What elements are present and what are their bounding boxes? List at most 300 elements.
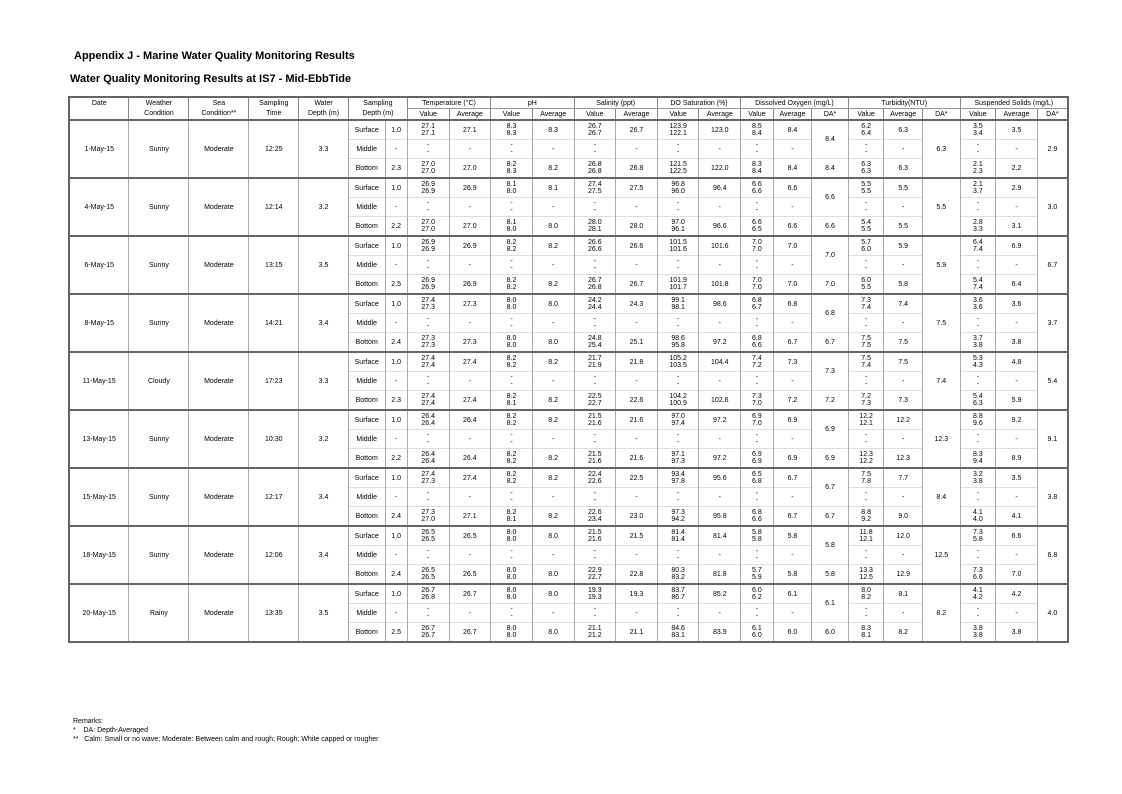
suspended-solids-da: 2.9 <box>1037 120 1068 178</box>
ph-value-reading: 8.1 <box>506 516 517 523</box>
temperature-value-reading: 26.5 <box>421 574 435 581</box>
turbidity-value <box>848 526 884 546</box>
salinity-value-reading: 23.4 <box>588 516 602 523</box>
temperature-value <box>407 546 449 565</box>
suspended-solids-value-reading: 7.3 <box>973 529 983 536</box>
turbidity-value-reading: 7.4 <box>861 304 871 311</box>
do-saturation-value-reading: - <box>676 265 680 272</box>
sampling-time-cell: 17:23 <box>249 352 299 410</box>
water-depth-cell: 3.4 <box>299 526 349 584</box>
temperature-value-reading: 27.4 <box>421 362 435 369</box>
table-row <box>69 526 1068 546</box>
suspended-solids-value-reading: - <box>976 381 980 388</box>
turbidity-value <box>848 120 884 140</box>
dissolved-oxygen-average: - <box>773 140 812 159</box>
turbidity-average: 12.9 <box>884 565 923 585</box>
dissolved-oxygen-value <box>741 372 774 391</box>
temperature-value-reading: 26.5 <box>421 529 435 536</box>
ph-average: 8.0 <box>532 565 574 585</box>
ph-value <box>491 120 533 140</box>
do-saturation-value <box>657 546 699 565</box>
salinity-value-reading: 19.3 <box>588 587 602 594</box>
salinity-average: 23.0 <box>616 507 658 527</box>
remarks-line: ** Calm: Small or no wave; Moderate: Between calm and rough; Rough: White capped or rougher <box>73 736 379 743</box>
do-saturation-value-reading: 83.1 <box>671 632 685 639</box>
sampling-depth-cell: - <box>385 256 407 275</box>
level-name-cell: Middle <box>348 372 385 391</box>
turbidity-value-reading: 6.0 <box>861 246 871 253</box>
do-saturation-value-reading: - <box>676 381 680 388</box>
ph-value-reading: - <box>510 439 513 446</box>
dissolved-oxygen-value <box>741 546 774 565</box>
sampling-time-cell: 13:15 <box>249 236 299 294</box>
dissolved-oxygen-value-reading: - <box>755 490 759 497</box>
level-name-cell: Surface <box>348 526 385 546</box>
salinity-value-reading: 21.2 <box>588 632 602 639</box>
ph-value-reading: - <box>510 142 513 149</box>
temperature-value <box>407 565 449 585</box>
ph-value <box>491 140 533 159</box>
salinity-value <box>574 488 616 507</box>
salinity-average: 21.5 <box>616 526 658 546</box>
salinity-value <box>574 391 616 411</box>
sampling-depth-cell: - <box>385 546 407 565</box>
level-name-cell: Middle <box>348 256 385 275</box>
suspended-solids-value <box>960 526 996 546</box>
suspended-solids-average: - <box>996 604 1038 623</box>
ph-average: 8.0 <box>532 217 574 237</box>
temperature-value <box>407 236 449 256</box>
level-name-cell: Middle <box>348 488 385 507</box>
ph-average: - <box>532 546 574 565</box>
subheader-da: DA* <box>812 109 849 121</box>
ph-value <box>491 352 533 372</box>
salinity-value-reading: 27.5 <box>588 188 602 195</box>
subheader-average: Average <box>773 109 812 121</box>
turbidity-average: 7.7 <box>884 468 923 488</box>
suspended-solids-average: 3.5 <box>996 120 1038 140</box>
dissolved-oxygen-value <box>741 565 774 585</box>
level-name-cell: Bottom <box>348 507 385 527</box>
salinity-value-reading: 21.6 <box>588 458 602 465</box>
ph-value-reading: 8.2 <box>506 451 517 458</box>
turbidity-value-reading: 12.1 <box>859 420 873 427</box>
do-saturation-value-reading: - <box>676 497 680 504</box>
temperature-average: 26.9 <box>449 236 491 256</box>
ph-value <box>491 526 533 546</box>
dissolved-oxygen-value-reading: 7.0 <box>752 246 762 253</box>
do-saturation-value <box>657 120 699 140</box>
turbidity-value-reading: 5.4 <box>861 219 871 226</box>
turbidity-value <box>848 198 884 217</box>
dissolved-oxygen-value-reading: 5.7 <box>752 567 762 574</box>
ph-value-reading: 8.3 <box>506 123 517 130</box>
do-saturation-value-reading: 84.6 <box>671 625 685 632</box>
sea-condition-cell: Moderate <box>189 236 249 294</box>
ph-value-reading: 8.0 <box>506 567 517 574</box>
do-saturation-average: - <box>699 372 741 391</box>
salinity-average: 21.8 <box>616 352 658 372</box>
dissolved-oxygen-value <box>741 275 774 295</box>
turbidity-value <box>848 623 884 643</box>
suspended-solids-value-reading: 3.8 <box>973 342 983 349</box>
dissolved-oxygen-value-reading: 5.9 <box>752 574 762 581</box>
salinity-average: 21.6 <box>616 449 658 469</box>
sampling-depth-cell: - <box>385 372 407 391</box>
dissolved-oxygen-average: 7.0 <box>773 236 812 256</box>
temperature-average: 26.9 <box>449 178 491 198</box>
date-cell: 13-May-15 <box>69 410 129 468</box>
ph-value-reading: 8.2 <box>506 362 517 369</box>
turbidity-value-reading: - <box>864 613 868 620</box>
dissolved-oxygen-value-reading: 7.0 <box>752 400 762 407</box>
ph-value-reading: 8.0 <box>506 335 517 342</box>
do-saturation-average: 101.8 <box>699 275 741 295</box>
sea-condition-cell: Moderate <box>189 178 249 236</box>
suspended-solids-value-reading: - <box>976 432 980 439</box>
turbidity-value-reading: 8.3 <box>861 625 871 632</box>
do-saturation-value <box>657 217 699 237</box>
col-salinity: Salinity (ppt) <box>574 97 657 109</box>
dissolved-oxygen-average: - <box>773 198 812 217</box>
suspended-solids-average: - <box>996 546 1038 565</box>
salinity-value-reading: 24.8 <box>588 335 602 342</box>
suspended-solids-value-reading: 3.6 <box>973 297 983 304</box>
sampling-time-cell: 12:17 <box>249 468 299 526</box>
temperature-average: - <box>449 256 491 275</box>
sea-condition-cell: Moderate <box>189 468 249 526</box>
turbidity-value-reading: - <box>864 142 868 149</box>
dissolved-oxygen-average: 6.0 <box>773 623 812 643</box>
turbidity-average: 7.3 <box>884 391 923 411</box>
appendix-title: Appendix J - Marine Water Quality Monitoring Results <box>74 50 355 62</box>
ph-value-reading: - <box>510 265 513 272</box>
dissolved-oxygen-value-reading: 6.8 <box>752 297 762 304</box>
dissolved-oxygen-da: 8.4 <box>812 120 849 159</box>
ph-value-reading: 8.0 <box>506 574 517 581</box>
temperature-value-reading: - <box>427 142 430 149</box>
temperature-value <box>407 526 449 546</box>
suspended-solids-value-reading: 3.4 <box>973 130 983 137</box>
do-saturation-value-reading: 93.4 <box>671 471 685 478</box>
salinity-average: - <box>616 604 658 623</box>
suspended-solids-value-reading: 7.3 <box>973 567 983 574</box>
temperature-value-reading: 27.4 <box>421 355 435 362</box>
temperature-value <box>407 256 449 275</box>
turbidity-average: - <box>884 430 923 449</box>
salinity-value <box>574 584 616 604</box>
water-depth-cell: 3.4 <box>299 294 349 352</box>
ph-average: 8.0 <box>532 294 574 314</box>
dissolved-oxygen-value-reading: - <box>755 258 759 265</box>
temperature-average: 26.4 <box>449 449 491 469</box>
turbidity-value <box>848 352 884 372</box>
suspended-solids-average: - <box>996 256 1038 275</box>
water-depth-cell: 3.5 <box>299 236 349 294</box>
level-name-cell: Bottom <box>348 159 385 179</box>
temperature-value <box>407 352 449 372</box>
col-suspended-solids: Suspended Solids (mg/L) <box>960 97 1068 109</box>
level-name-cell: Middle <box>348 546 385 565</box>
suspended-solids-average: 8.9 <box>996 449 1038 469</box>
do-saturation-value <box>657 565 699 585</box>
dissolved-oxygen-value-reading: 6.8 <box>752 478 762 485</box>
suspended-solids-value-reading: - <box>976 149 980 156</box>
temperature-value-reading: 27.4 <box>421 400 435 407</box>
do-saturation-value-reading: 94.2 <box>671 516 685 523</box>
salinity-value-reading: - <box>593 497 596 504</box>
temperature-value-reading: - <box>427 548 430 555</box>
dissolved-oxygen-da-bottom: 7.2 <box>812 391 849 411</box>
suspended-solids-value <box>960 468 996 488</box>
dissolved-oxygen-value <box>741 526 774 546</box>
turbidity-average: 8.2 <box>884 623 923 643</box>
temperature-value-reading: 27.0 <box>421 226 435 233</box>
ph-value <box>491 236 533 256</box>
temperature-value-reading: 26.8 <box>421 594 435 601</box>
salinity-value-reading: 26.8 <box>588 168 602 175</box>
sea-condition-cell: Moderate <box>189 410 249 468</box>
do-saturation-value-reading: - <box>676 258 680 265</box>
suspended-solids-value-reading: 3.3 <box>973 226 983 233</box>
turbidity-value-reading: 7.5 <box>861 342 871 349</box>
do-saturation-value-reading: 96.0 <box>671 188 685 195</box>
level-name-cell: Bottom <box>348 391 385 411</box>
do-saturation-value <box>657 352 699 372</box>
ph-value-reading: 8.0 <box>506 594 517 601</box>
suspended-solids-value <box>960 178 996 198</box>
salinity-average: 26.7 <box>616 120 658 140</box>
suspended-solids-average: - <box>996 314 1038 333</box>
sea-condition-cell: Moderate <box>189 584 249 642</box>
suspended-solids-value-reading: 4.2 <box>973 594 983 601</box>
ph-value-reading: - <box>510 323 513 330</box>
ph-average: - <box>532 140 574 159</box>
salinity-value-reading: 21.7 <box>588 355 602 362</box>
salinity-average: 19.3 <box>616 584 658 604</box>
do-saturation-average: 96.4 <box>699 178 741 198</box>
dissolved-oxygen-value-reading: 6.2 <box>752 594 762 601</box>
turbidity-value-reading: - <box>864 490 868 497</box>
ph-value-reading: 8.3 <box>506 168 517 175</box>
salinity-value <box>574 430 616 449</box>
salinity-value-reading: - <box>593 374 596 381</box>
col-dissolved-oxygen: Dissolved Oxygen (mg/L) <box>741 97 849 109</box>
dissolved-oxygen-da: 6.6 <box>812 178 849 217</box>
dissolved-oxygen-average: 7.2 <box>773 391 812 411</box>
turbidity-da: 5.5 <box>923 178 961 236</box>
ph-value-reading: 8.1 <box>506 219 517 226</box>
suspended-solids-value <box>960 372 996 391</box>
salinity-value-reading: - <box>593 548 596 555</box>
suspended-solids-value <box>960 488 996 507</box>
temperature-value-reading: 27.1 <box>421 130 435 137</box>
date-cell: 4-May-15 <box>69 178 129 236</box>
suspended-solids-value-reading: 7.4 <box>973 246 983 253</box>
remarks <box>73 717 378 744</box>
do-saturation-value-reading: 80.3 <box>671 567 685 574</box>
suspended-solids-value-reading: - <box>976 258 980 265</box>
salinity-value-reading: 19.3 <box>588 594 602 601</box>
turbidity-value <box>848 140 884 159</box>
temperature-average: 27.4 <box>449 391 491 411</box>
ph-average: - <box>532 256 574 275</box>
salinity-value <box>574 333 616 353</box>
level-name-cell: Middle <box>348 314 385 333</box>
salinity-average: 22.8 <box>616 565 658 585</box>
turbidity-value <box>848 178 884 198</box>
turbidity-average: 9.0 <box>884 507 923 527</box>
turbidity-value-reading: 11.8 <box>859 529 873 536</box>
do-saturation-average: 85.2 <box>699 584 741 604</box>
salinity-value <box>574 120 616 140</box>
salinity-value-reading: - <box>593 200 596 207</box>
temperature-average: 26.9 <box>449 275 491 295</box>
salinity-value <box>574 178 616 198</box>
ph-value-reading: 8.0 <box>506 342 517 349</box>
dissolved-oxygen-average: 7.0 <box>773 275 812 295</box>
suspended-solids-value <box>960 410 996 430</box>
dissolved-oxygen-value <box>741 198 774 217</box>
dissolved-oxygen-average: 5.8 <box>773 526 812 546</box>
dissolved-oxygen-value-reading: 8.4 <box>752 130 762 137</box>
suspended-solids-value-reading: 5.3 <box>973 355 983 362</box>
turbidity-value <box>848 294 884 314</box>
ph-value <box>491 217 533 237</box>
turbidity-value-reading: - <box>864 316 868 323</box>
temperature-average: 26.5 <box>449 565 491 585</box>
salinity-average: - <box>616 546 658 565</box>
suspended-solids-average: 9.2 <box>996 410 1038 430</box>
suspended-solids-value-reading: - <box>976 439 980 446</box>
turbidity-average: 7.4 <box>884 294 923 314</box>
salinity-value <box>574 159 616 179</box>
dissolved-oxygen-average: 6.9 <box>773 410 812 430</box>
do-saturation-value-reading: 100.9 <box>669 400 687 407</box>
turbidity-value-reading: 6.3 <box>861 161 871 168</box>
do-saturation-value-reading: 97.0 <box>671 219 685 226</box>
water-depth-cell: 3.5 <box>299 584 349 642</box>
suspended-solids-value-reading: 4.0 <box>973 516 983 523</box>
do-saturation-value-reading: 96.1 <box>671 226 685 233</box>
ph-value-reading: - <box>510 613 513 620</box>
salinity-value-reading: - <box>593 432 596 439</box>
temperature-value <box>407 178 449 198</box>
suspended-solids-value <box>960 314 996 333</box>
do-saturation-value <box>657 256 699 275</box>
suspended-solids-value <box>960 256 996 275</box>
dissolved-oxygen-value <box>741 314 774 333</box>
dissolved-oxygen-value-reading: 6.7 <box>752 304 762 311</box>
turbidity-value-reading: 12.1 <box>859 536 873 543</box>
suspended-solids-value-reading: 4.1 <box>973 509 983 516</box>
salinity-average: 28.0 <box>616 217 658 237</box>
do-saturation-value-reading: 98.6 <box>671 335 685 342</box>
col-temperature: Temperature (°C) <box>407 97 490 109</box>
ph-value-reading: 8.2 <box>506 355 517 362</box>
salinity-average: - <box>616 314 658 333</box>
salinity-value <box>574 526 616 546</box>
temperature-value <box>407 604 449 623</box>
temperature-value <box>407 140 449 159</box>
level-name-cell: Middle <box>348 140 385 159</box>
turbidity-value-reading: - <box>864 439 868 446</box>
date-cell: 18-May-15 <box>69 526 129 584</box>
suspended-solids-value <box>960 294 996 314</box>
dissolved-oxygen-da-bottom: 6.7 <box>812 333 849 353</box>
do-saturation-value-reading: - <box>676 200 680 207</box>
suspended-solids-value-reading: - <box>976 265 980 272</box>
ph-value <box>491 198 533 217</box>
turbidity-average: - <box>884 488 923 507</box>
temperature-value-reading: - <box>427 606 430 613</box>
results-table <box>68 96 1069 643</box>
turbidity-average: - <box>884 604 923 623</box>
do-saturation-value-reading: 97.0 <box>671 413 685 420</box>
turbidity-da: 8.4 <box>923 468 961 526</box>
suspended-solids-value <box>960 391 996 411</box>
do-saturation-average: - <box>699 488 741 507</box>
weather-cell: Rainy <box>129 584 189 642</box>
ph-value-reading: - <box>510 432 513 439</box>
ph-average: 8.0 <box>532 526 574 546</box>
turbidity-value-reading: 5.7 <box>861 239 871 246</box>
turbidity-value <box>848 430 884 449</box>
ph-average: 8.2 <box>532 391 574 411</box>
sampling-depth-cell: 1.0 <box>385 178 407 198</box>
suspended-solids-average: 4.8 <box>996 352 1038 372</box>
sampling-depth-cell: 1.0 <box>385 236 407 256</box>
do-saturation-value <box>657 178 699 198</box>
temperature-value-reading: - <box>427 439 430 446</box>
do-saturation-average: 98.6 <box>699 294 741 314</box>
turbidity-average: 5.5 <box>884 217 923 237</box>
ph-value-reading: 8.2 <box>506 413 517 420</box>
salinity-value-reading: 21.5 <box>588 529 602 536</box>
do-saturation-value-reading: 104.2 <box>669 393 687 400</box>
turbidity-value <box>848 565 884 585</box>
ph-value-reading: 8.0 <box>506 304 517 311</box>
ph-value-reading: 8.0 <box>506 226 517 233</box>
ph-value-reading: 8.0 <box>506 188 517 195</box>
dissolved-oxygen-value-reading: - <box>755 200 759 207</box>
sampling-depth-cell: - <box>385 314 407 333</box>
turbidity-value-reading: 8.1 <box>861 632 871 639</box>
salinity-value-reading: - <box>593 555 596 562</box>
dissolved-oxygen-value-reading: 6.1 <box>752 625 762 632</box>
salinity-value-reading: 28.1 <box>588 226 602 233</box>
turbidity-value <box>848 372 884 391</box>
turbidity-value-reading: 7.5 <box>861 471 871 478</box>
do-saturation-value-reading: 97.3 <box>671 458 685 465</box>
water-depth-cell: 3.3 <box>299 120 349 178</box>
do-saturation-average: 97.2 <box>699 333 741 353</box>
turbidity-value-reading: - <box>864 548 868 555</box>
temperature-value-reading: 26.7 <box>421 632 435 639</box>
do-saturation-value <box>657 468 699 488</box>
do-saturation-average: 104.4 <box>699 352 741 372</box>
temperature-value-reading: 26.9 <box>421 284 435 291</box>
turbidity-value <box>848 314 884 333</box>
do-saturation-value <box>657 314 699 333</box>
do-saturation-value-reading: - <box>676 606 680 613</box>
temperature-value <box>407 314 449 333</box>
salinity-average: 22.6 <box>616 391 658 411</box>
do-saturation-value-reading: 97.1 <box>671 451 685 458</box>
temperature-value <box>407 217 449 237</box>
suspended-solids-value-reading: 3.7 <box>973 188 983 195</box>
col-sampling-time: Sampling <box>249 97 299 109</box>
